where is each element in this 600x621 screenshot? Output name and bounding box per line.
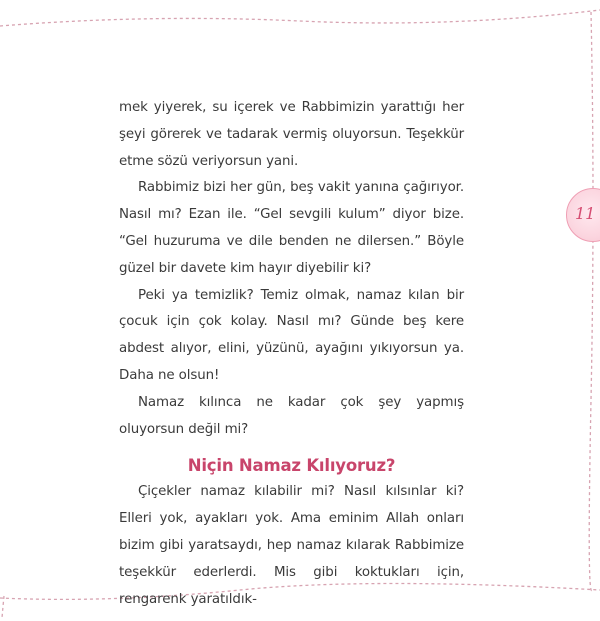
section-heading: Niçin Namaz Kılıyoruz? <box>187 456 396 476</box>
paragraph-3: Peki ya temizlik? Temiz olmak, namaz kılan bir çocuk için çok kolay. Nasıl mı? Günde beş kere abdest alıyor, elini, yüzünü, ayağını yıkıyorsun ya. Daha ne olsun! <box>119 287 464 383</box>
body-text <box>119 95 464 613</box>
paragraph-1: mek yiyerek, su içerek ve Rabbimizin yarattığı her şeyi görerek ve tadarak vermiş oluyorsun. Teşekkür etme sözü veriyorsun yani. <box>119 100 464 169</box>
paragraph-5: Çiçekler namaz kılabilir mi? Nasıl kılsınlar ki? Elleri yok, ayakları yok. Ama eminim Allah onları bizim gibi yaratsaydı, hep namaz kılarak Rabbimize teşekkür ederlerdi. Mis gibi koktukları için, rengarenk yaratıldık- <box>119 484 464 607</box>
paragraph-4: Namaz kılınca ne kadar çok şey yapmış oluyorsun değil mi? <box>119 394 464 437</box>
page-number: 11 <box>575 204 596 223</box>
paragraph-2: Rabbimiz bizi her gün, beş vakit yanına çağırıyor. Nasıl mı? Ezan ile. “Gel sevgili kulum” diyor bize. “Gel huzuruma ve dile benden ne dilersen.” Böyle güzel bir davete kim hayır diyebilir ki? <box>119 180 464 276</box>
